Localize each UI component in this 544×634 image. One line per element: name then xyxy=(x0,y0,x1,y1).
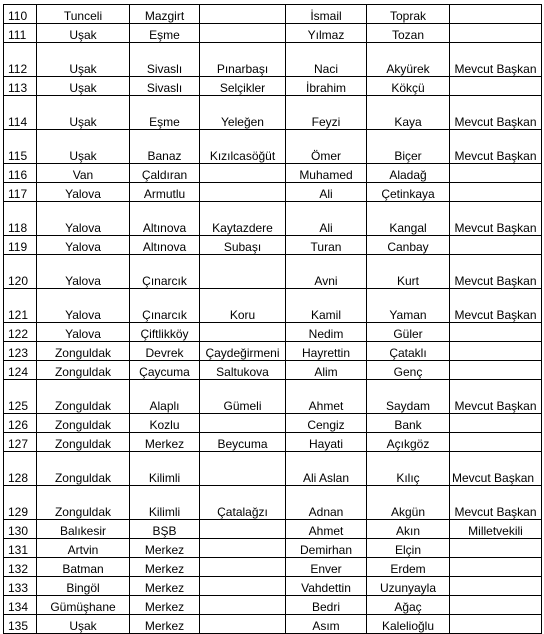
row-number: 120 xyxy=(4,255,37,289)
row-number: 130 xyxy=(4,520,37,539)
town-cell: Pınarbaşı xyxy=(200,43,286,77)
row-number: 128 xyxy=(4,452,37,486)
town-cell xyxy=(200,164,286,183)
town-cell xyxy=(200,558,286,577)
district-cell: Kilimli xyxy=(130,452,200,486)
note-cell xyxy=(450,380,542,414)
first-name-cell: Kamil xyxy=(286,289,367,323)
first-name-cell: Ahmet xyxy=(286,380,367,414)
district-cell: Devrek xyxy=(130,342,200,361)
table-row xyxy=(4,486,542,520)
table-row xyxy=(4,539,542,558)
town-cell xyxy=(200,255,286,289)
row-number: 131 xyxy=(4,539,37,558)
note-text: Mevcut Başkan xyxy=(454,149,537,163)
district-cell: Eşme xyxy=(130,96,200,130)
last-name-cell: Açıkgöz xyxy=(367,433,450,452)
note-cell xyxy=(450,539,542,558)
first-name-cell: Ali Aslan xyxy=(286,452,367,486)
last-name-cell: Güler xyxy=(367,323,450,342)
town-cell xyxy=(200,5,286,24)
note-cell xyxy=(450,5,542,24)
note-cell xyxy=(450,289,542,323)
last-name-cell: Genç xyxy=(367,361,450,380)
note-cell xyxy=(450,77,542,96)
table-row xyxy=(4,323,542,342)
row-number: 119 xyxy=(4,236,37,255)
first-name-cell: Ali xyxy=(286,183,367,202)
note-cell xyxy=(450,486,542,520)
district-cell: Altınova xyxy=(130,236,200,255)
town-cell: Kızılcasöğüt xyxy=(200,130,286,164)
first-name-cell: Alim xyxy=(286,361,367,380)
row-number: 124 xyxy=(4,361,37,380)
note-cell xyxy=(450,24,542,43)
note-cell xyxy=(450,130,542,164)
province-cell: Uşak xyxy=(37,615,130,634)
table-row xyxy=(4,577,542,596)
province-cell: Zonguldak xyxy=(37,380,130,414)
last-name-cell: Çetinkaya xyxy=(367,183,450,202)
row-number: 122 xyxy=(4,323,37,342)
table-row xyxy=(4,558,542,577)
town-cell xyxy=(200,414,286,433)
town-cell: Çatalağzı xyxy=(200,486,286,520)
province-cell: Uşak xyxy=(37,77,130,96)
first-name-cell: Yılmaz xyxy=(286,24,367,43)
last-name-cell: Aladağ xyxy=(367,164,450,183)
last-name-cell: Elçin xyxy=(367,539,450,558)
town-cell xyxy=(200,24,286,43)
last-name-cell: Kaya xyxy=(367,96,450,130)
note-text: Mevcut Başkan xyxy=(454,274,537,288)
town-cell: Kaytazdere xyxy=(200,202,286,236)
last-name-cell: Kurt xyxy=(367,255,450,289)
table-row xyxy=(4,380,542,414)
first-name-cell: Bedri xyxy=(286,596,367,615)
town-cell xyxy=(200,615,286,634)
note-cell xyxy=(450,558,542,577)
district-cell: Merkez xyxy=(130,433,200,452)
district-cell: Çiftlikköy xyxy=(130,323,200,342)
last-name-cell: Toprak xyxy=(367,5,450,24)
note-text: Mevcut Başkan xyxy=(452,471,535,485)
table-row xyxy=(4,289,542,323)
district-cell: Çınarcık xyxy=(130,255,200,289)
district-cell: Sivaslı xyxy=(130,43,200,77)
first-name-cell: İbrahim xyxy=(286,77,367,96)
table-row xyxy=(4,255,542,289)
last-name-cell: Erdem xyxy=(367,558,450,577)
district-cell: Çaycuma xyxy=(130,361,200,380)
last-name-cell: Canbay xyxy=(367,236,450,255)
note-cell xyxy=(450,452,542,486)
row-number: 115 xyxy=(4,130,37,164)
province-cell: Yalova xyxy=(37,255,130,289)
province-cell: Tunceli xyxy=(37,5,130,24)
row-number: 118 xyxy=(4,202,37,236)
last-name-cell: Kalelioğlu xyxy=(367,615,450,634)
first-name-cell: Hayati xyxy=(286,433,367,452)
row-number: 121 xyxy=(4,289,37,323)
province-cell: Batman xyxy=(37,558,130,577)
note-cell xyxy=(450,577,542,596)
district-cell: Merkez xyxy=(130,615,200,634)
note-text: Mevcut Başkan xyxy=(454,62,537,76)
note-cell xyxy=(450,342,542,361)
province-cell: Bingöl xyxy=(37,577,130,596)
note-cell xyxy=(450,255,542,289)
row-number: 135 xyxy=(4,615,37,634)
row-number: 125 xyxy=(4,380,37,414)
note-text: Mevcut Başkan xyxy=(454,399,537,413)
district-cell: Alaplı xyxy=(130,380,200,414)
province-cell: Uşak xyxy=(37,130,130,164)
town-cell: Çaydeğirmeni xyxy=(200,342,286,361)
first-name-cell: Feyzi xyxy=(286,96,367,130)
note-cell xyxy=(450,164,542,183)
row-number: 112 xyxy=(4,43,37,77)
district-cell: Banaz xyxy=(130,130,200,164)
table-row xyxy=(4,96,542,130)
table-row xyxy=(4,236,542,255)
first-name-cell: Ömer xyxy=(286,130,367,164)
row-number: 114 xyxy=(4,96,37,130)
note-cell xyxy=(450,433,542,452)
row-number: 117 xyxy=(4,183,37,202)
province-cell: Yalova xyxy=(37,236,130,255)
last-name-cell: Akın xyxy=(367,520,450,539)
district-cell: Merkez xyxy=(130,558,200,577)
row-number: 116 xyxy=(4,164,37,183)
table-row xyxy=(4,520,542,539)
first-name-cell: Avni xyxy=(286,255,367,289)
district-cell: Kilimli xyxy=(130,486,200,520)
first-name-cell: Ahmet xyxy=(286,520,367,539)
province-cell: Uşak xyxy=(37,96,130,130)
row-number: 111 xyxy=(4,24,37,43)
district-cell: BŞB xyxy=(130,520,200,539)
table-row xyxy=(4,5,542,24)
province-cell: Yalova xyxy=(37,323,130,342)
district-cell: Çaldıran xyxy=(130,164,200,183)
district-cell: Çınarcık xyxy=(130,289,200,323)
first-name-cell: Hayrettin xyxy=(286,342,367,361)
table-row xyxy=(4,342,542,361)
table-row xyxy=(4,615,542,634)
row-number: 133 xyxy=(4,577,37,596)
province-cell: Zonguldak xyxy=(37,433,130,452)
last-name-cell: Çataklı xyxy=(367,342,450,361)
first-name-cell: Muhamed xyxy=(286,164,367,183)
row-number: 123 xyxy=(4,342,37,361)
row-number: 127 xyxy=(4,433,37,452)
last-name-cell: Biçer xyxy=(367,130,450,164)
table-row xyxy=(4,414,542,433)
note-cell xyxy=(450,236,542,255)
row-number: 126 xyxy=(4,414,37,433)
last-name-cell: Kılıç xyxy=(367,452,450,486)
table-row xyxy=(4,433,542,452)
table-row xyxy=(4,43,542,77)
row-number: 134 xyxy=(4,596,37,615)
district-cell: Merkez xyxy=(130,577,200,596)
province-cell: Balıkesir xyxy=(37,520,130,539)
district-cell: Armutlu xyxy=(130,183,200,202)
province-cell: Uşak xyxy=(37,43,130,77)
note-cell xyxy=(450,414,542,433)
first-name-cell: Enver xyxy=(286,558,367,577)
last-name-cell: Uzunyayla xyxy=(367,577,450,596)
note-text: Mevcut Başkan xyxy=(454,505,537,519)
first-name-cell: Cengiz xyxy=(286,414,367,433)
table-row xyxy=(4,164,542,183)
province-cell: Zonguldak xyxy=(37,414,130,433)
last-name-cell: Yaman xyxy=(367,289,450,323)
province-cell: Van xyxy=(37,164,130,183)
last-name-cell: Kangal xyxy=(367,202,450,236)
table-row xyxy=(4,130,542,164)
first-name-cell: Ali xyxy=(286,202,367,236)
first-name-cell: Nedim xyxy=(286,323,367,342)
district-cell: Mazgirt xyxy=(130,5,200,24)
note-text: Mevcut Başkan xyxy=(454,221,537,235)
district-cell: Merkez xyxy=(130,596,200,615)
last-name-cell: Ağaç xyxy=(367,596,450,615)
note-cell xyxy=(450,183,542,202)
last-name-cell: Bank xyxy=(367,414,450,433)
province-cell: Yalova xyxy=(37,183,130,202)
note-cell xyxy=(450,615,542,634)
town-cell: Yeleğen xyxy=(200,96,286,130)
first-name-cell: Vahdettin xyxy=(286,577,367,596)
district-cell: Merkez xyxy=(130,539,200,558)
town-cell: Koru xyxy=(200,289,286,323)
first-name-cell: İsmail xyxy=(286,5,367,24)
row-number: 132 xyxy=(4,558,37,577)
note-cell xyxy=(450,43,542,77)
note-text: Mevcut Başkan xyxy=(454,115,537,129)
district-cell: Kozlu xyxy=(130,414,200,433)
town-cell xyxy=(200,577,286,596)
first-name-cell: Turan xyxy=(286,236,367,255)
town-cell xyxy=(200,323,286,342)
town-cell xyxy=(200,520,286,539)
note-cell: Milletvekili xyxy=(450,520,542,539)
row-number: 110 xyxy=(4,5,37,24)
town-cell: Selçikler xyxy=(200,77,286,96)
row-number: 129 xyxy=(4,486,37,520)
town-cell xyxy=(200,183,286,202)
row-number: 113 xyxy=(4,77,37,96)
province-cell: Zonguldak xyxy=(37,452,130,486)
first-name-cell: Adnan xyxy=(286,486,367,520)
note-cell xyxy=(450,596,542,615)
district-cell: Altınova xyxy=(130,202,200,236)
province-cell: Artvin xyxy=(37,539,130,558)
province-cell: Zonguldak xyxy=(37,342,130,361)
first-name-cell: Asım xyxy=(286,615,367,634)
province-cell: Yalova xyxy=(37,289,130,323)
last-name-cell: Saydam xyxy=(367,380,450,414)
note-cell xyxy=(450,323,542,342)
province-cell: Uşak xyxy=(37,24,130,43)
province-cell: Zonguldak xyxy=(37,486,130,520)
last-name-cell: Tozan xyxy=(367,24,450,43)
town-cell: Beycuma xyxy=(200,433,286,452)
town-cell: Gümeli xyxy=(200,380,286,414)
first-name-cell: Naci xyxy=(286,43,367,77)
town-cell xyxy=(200,596,286,615)
table-row xyxy=(4,452,542,486)
province-cell: Gümüşhane xyxy=(37,596,130,615)
town-cell: Saltukova xyxy=(200,361,286,380)
note-text: Mevcut Başkan xyxy=(454,308,537,322)
table-body xyxy=(4,5,542,634)
candidates-table xyxy=(3,4,542,634)
district-cell: Eşme xyxy=(130,24,200,43)
last-name-cell: Kökçü xyxy=(367,77,450,96)
note-cell xyxy=(450,361,542,380)
town-cell xyxy=(200,452,286,486)
district-cell: Sivaslı xyxy=(130,77,200,96)
note-cell xyxy=(450,202,542,236)
town-cell: Subaşı xyxy=(200,236,286,255)
table-row xyxy=(4,183,542,202)
first-name-cell: Demirhan xyxy=(286,539,367,558)
table-row xyxy=(4,77,542,96)
town-cell xyxy=(200,539,286,558)
province-cell: Yalova xyxy=(37,202,130,236)
province-cell: Zonguldak xyxy=(37,361,130,380)
table-row xyxy=(4,596,542,615)
note-cell xyxy=(450,96,542,130)
last-name-cell: Akyürek xyxy=(367,43,450,77)
last-name-cell: Akgün xyxy=(367,486,450,520)
table-row xyxy=(4,202,542,236)
table-row xyxy=(4,361,542,380)
table-row xyxy=(4,24,542,43)
